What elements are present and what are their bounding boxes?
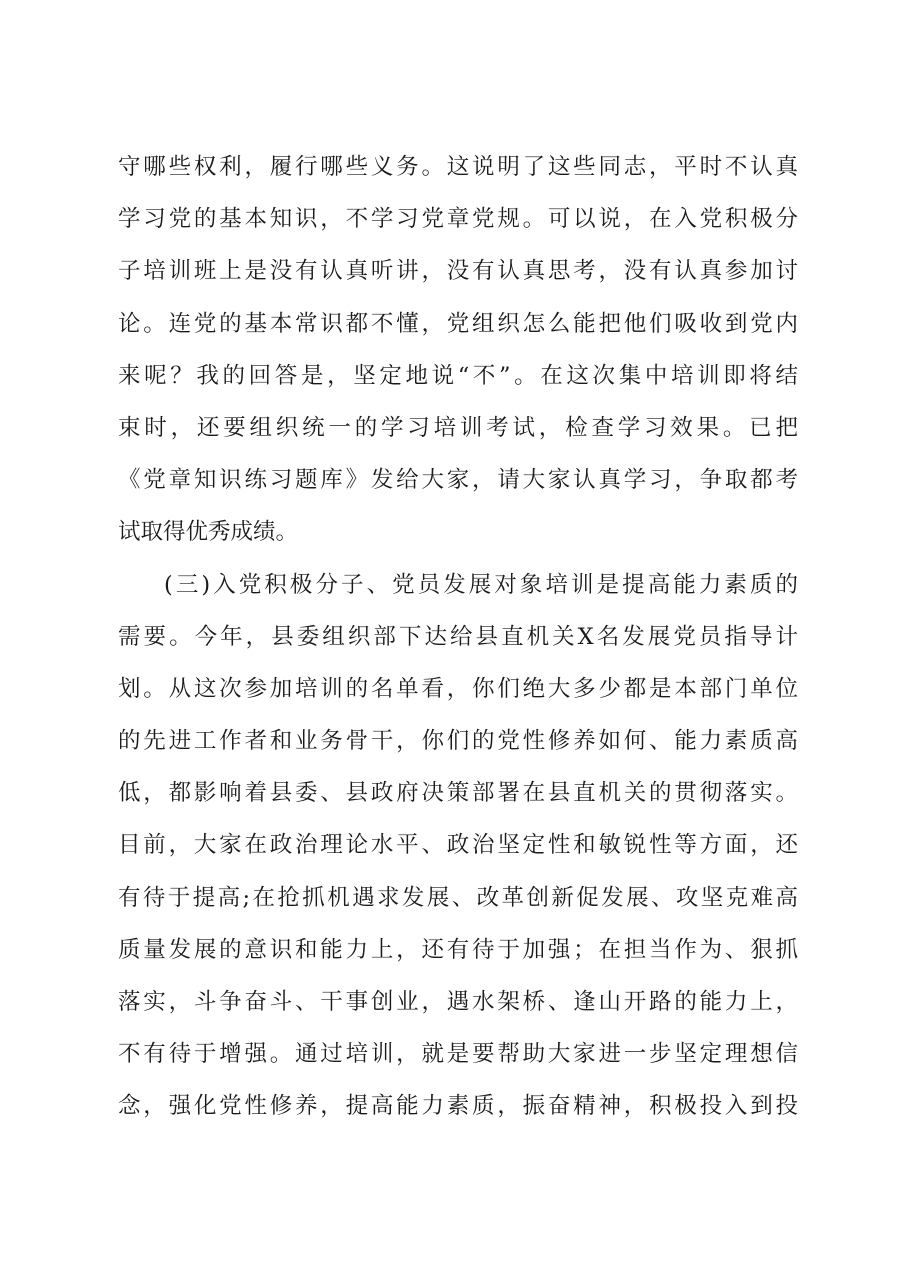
text-line: 需要。今年，县委组织部下达给县直机关X名发展党员指导计 — [118, 623, 798, 650]
text-line: 划。从这次参加培训的名单看，你们绝大多少都是本部门单位 — [118, 675, 798, 702]
text-line: 质量发展的意识和能力上，还有待于加强；在担当作为、狠抓 — [118, 936, 798, 963]
paragraph-1 — [118, 141, 798, 559]
paragraph-2 — [118, 559, 798, 1133]
text-line: (三)入党积极分子、党员发展对象培训是提高能力素质的 — [164, 571, 798, 598]
text-line: 子培训班上是没有认真听讲，没有认真思考，没有认真参加讨 — [118, 258, 798, 285]
text-line: 《党章知识练习题库》发给大家，请大家认真学习，争取都考 — [118, 467, 798, 494]
text-line: 来呢？我的回答是，坚定地说“不”。在这次集中培训即将结 — [118, 362, 798, 389]
text-line: 束时，还要组织统一的学习培训考试，检查学习效果。已把 — [118, 414, 798, 441]
text-line: 目前，大家在政治理论水平、政治坚定性和敏锐性等方面，还 — [118, 832, 798, 859]
text-line: 落实，斗争奋斗、干事创业，遇水架桥、逢山开路的能力上， — [118, 989, 798, 1015]
text-line: 不有待于增强。通过培训，就是要帮助大家进一步坚定理想信 — [118, 1041, 798, 1068]
text-line: 试取得优秀成绩。 — [118, 519, 299, 546]
body-text — [118, 141, 798, 1133]
text-line: 守哪些权利，履行哪些义务。这说明了这些同志，平时不认真 — [118, 154, 798, 180]
text-line: 有待于提高;在抢抓机遇求发展、改革创新促发展、攻坚克难高 — [118, 884, 798, 911]
text-line: 低，都影响着县委、县政府决策部署在县直机关的贯彻落实。 — [118, 780, 798, 807]
text-line: 学习党的基本知识，不学习党章党规。可以说，在入党积极分 — [118, 206, 798, 233]
text-line: 念，强化党性修养，提高能力素质，振奋精神，积极投入到投 — [118, 1093, 798, 1120]
text-line: 的先进工作者和业务骨干，你们的党性修养如何、能力素质高 — [118, 728, 798, 755]
text-line: 论。连党的基本常识都不懂，党组织怎么能把他们吸收到党内 — [118, 310, 798, 337]
